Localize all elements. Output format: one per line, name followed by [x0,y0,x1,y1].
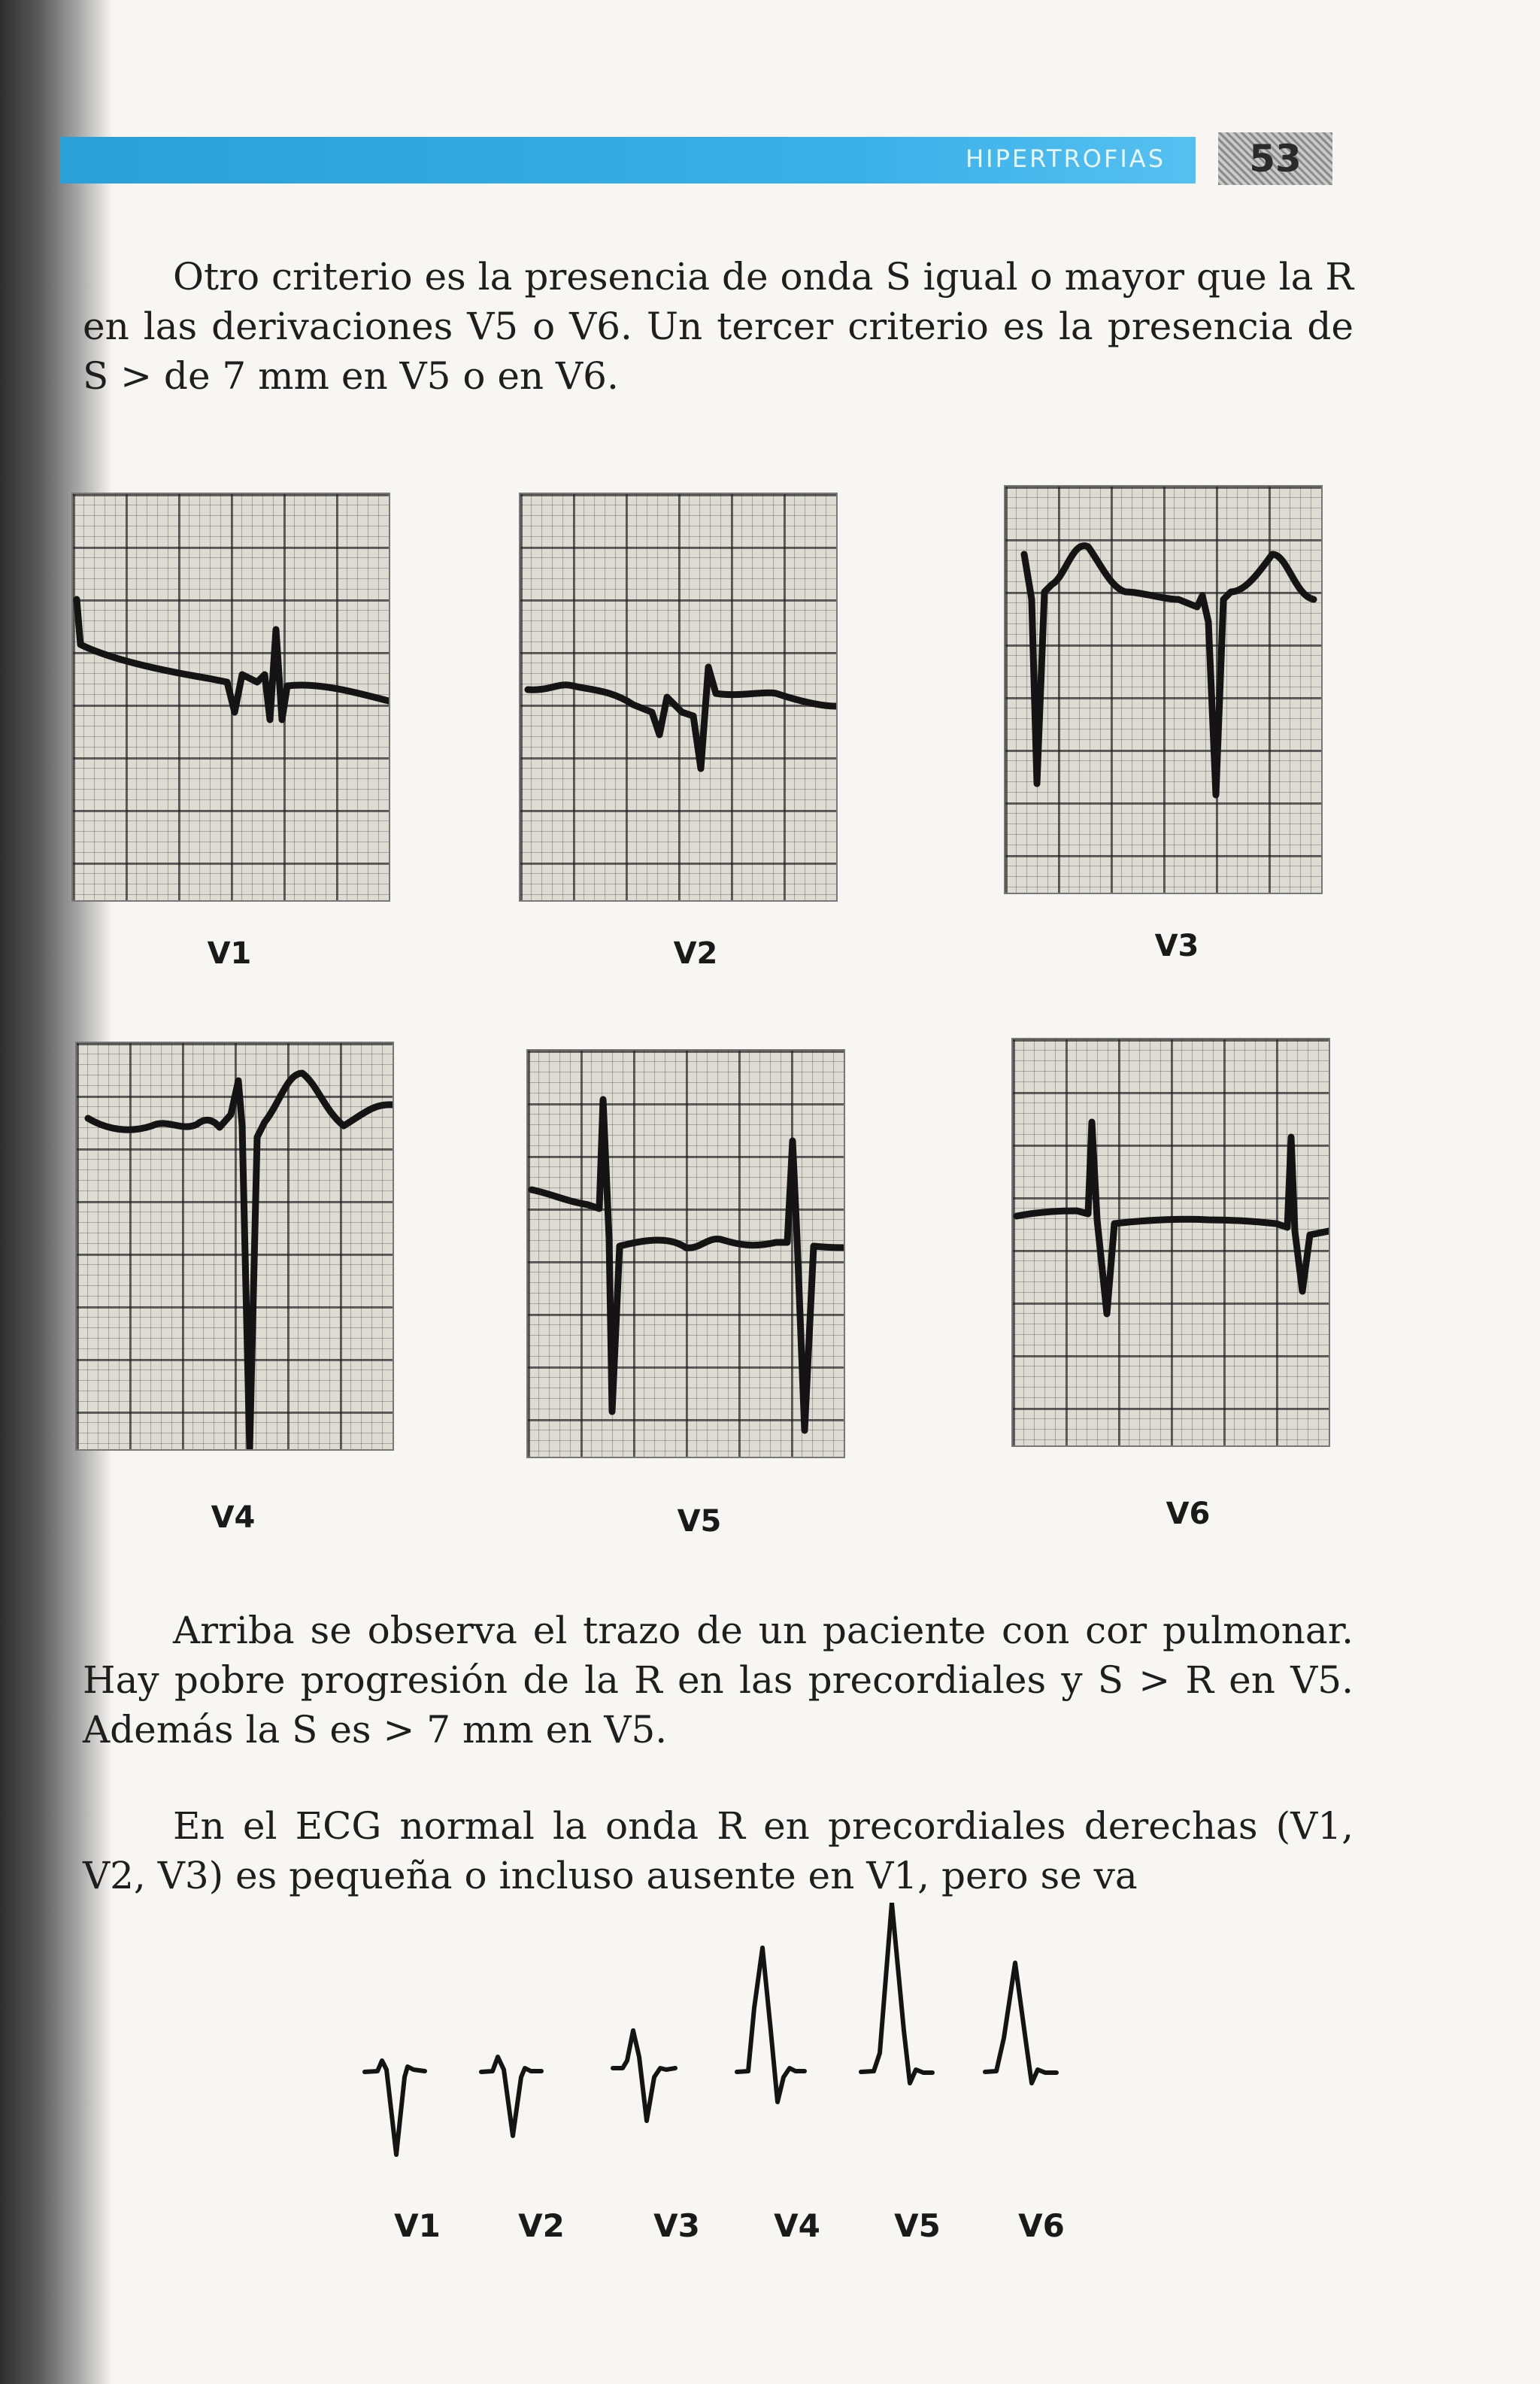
complex-v1 [365,2061,425,2155]
ecg-label-v1: V1 [207,936,252,971]
paragraph-cor-pulmonar: Arriba se observa el trazo de un paciente con cor pulmonar. Hay pobre progresión de la R en las precordiales y S > R en V5. Además la S es > 7 mm en V5. [83,1609,1354,1752]
ecg-trace-v2 [520,494,836,900]
diagram-label-v3: V3 [653,2207,700,2244]
ecg-strip-v5 [526,1049,845,1458]
complex-v2 [481,2057,541,2136]
diagram-label-v4: V4 [774,2207,820,2244]
diagram-label-v5: V5 [894,2207,941,2244]
ecg-trace-v1 [73,494,389,900]
ecg-strip-v2 [519,493,838,902]
diagram-label-v6: V6 [1018,2207,1065,2244]
diagram-label-v2: V2 [518,2207,565,2244]
ecg-strip-v1 [71,493,390,902]
paragraph-criteria: Otro criterio es la presencia de onda S igual o mayor que la R en las derivaciones V5 o V6. Un tercer criterio es la presencia de S > de 7 mm en V5 o en V6. [83,255,1354,398]
complex-v5 [861,1903,932,2083]
page-number: 53 [1218,132,1332,185]
ecg-label-v4: V4 [211,1500,256,1535]
normal-r-progression-diagram [338,1903,1128,2204]
running-header-bar [60,137,1196,184]
complex-v4 [737,1948,805,2102]
complex-v3 [613,2031,675,2121]
ecg-trace-v4 [77,1043,393,1449]
paragraph-normal-ecg: En el ECG normal la onda R en precordiales derechas (V1, V2, V3) es pequeña o incluso ausente en V1, pero se va [83,1804,1354,1897]
ecg-trace-v5 [528,1051,844,1457]
ecg-trace-v6 [1013,1039,1329,1445]
ecg-strip-v3 [1004,485,1323,894]
complex-v6 [985,1963,1056,2083]
ecg-trace-v3 [1005,487,1321,893]
ecg-strip-v4 [75,1042,394,1451]
ecg-label-v3: V3 [1154,929,1199,963]
section-title: HIPERTROFIAS [966,144,1166,173]
ecg-label-v2: V2 [673,936,718,971]
ecg-strip-v6 [1011,1038,1330,1447]
ecg-label-v5: V5 [677,1504,722,1539]
ecg-label-v6: V6 [1166,1497,1211,1531]
diagram-label-v1: V1 [394,2207,441,2244]
